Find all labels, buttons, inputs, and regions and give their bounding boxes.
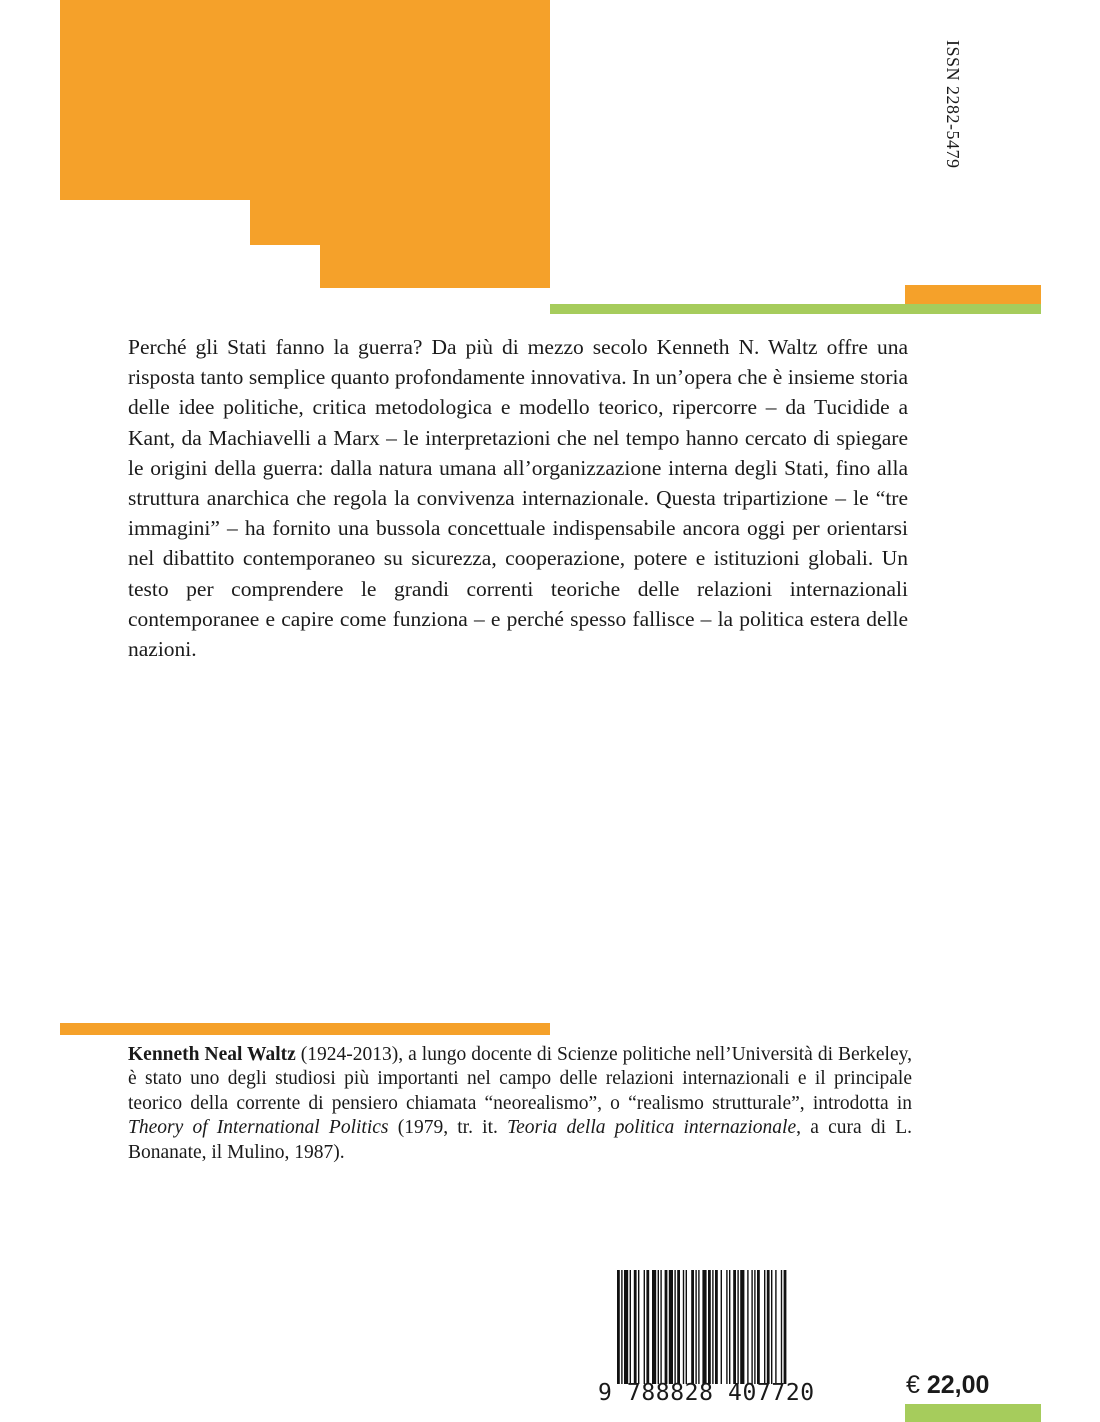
barcode-bar bbox=[621, 1270, 622, 1384]
barcode-bar bbox=[665, 1270, 668, 1384]
barcode-bar bbox=[691, 1270, 694, 1384]
barcode-bar bbox=[721, 1270, 722, 1384]
barcode-bar bbox=[617, 1270, 620, 1384]
barcode-bar bbox=[781, 1270, 782, 1384]
barcode-bar bbox=[740, 1270, 744, 1384]
barcode-bar bbox=[784, 1270, 787, 1384]
barcode-bar bbox=[729, 1270, 730, 1384]
barcode-bar bbox=[726, 1270, 727, 1384]
author-bio-text-3: , a cura di L. Bonanate, il Mulino, 1987). bbox=[128, 1117, 912, 1163]
barcode-bar bbox=[747, 1270, 748, 1384]
issn-label: ISSN 2282-5479 bbox=[943, 40, 963, 169]
author-bio bbox=[128, 1043, 912, 1165]
barcode-bar bbox=[767, 1270, 770, 1384]
barcode-bar bbox=[646, 1270, 649, 1384]
book-title-italian: Teoria della politica internazionale bbox=[507, 1117, 797, 1139]
isbn-number: 9 788828 407720 bbox=[598, 1380, 815, 1406]
decor-orange-block-3 bbox=[320, 0, 550, 288]
price-label bbox=[906, 1371, 989, 1400]
price-currency: € bbox=[906, 1371, 920, 1399]
barcode-bar bbox=[695, 1270, 696, 1384]
barcode-bar bbox=[715, 1270, 718, 1384]
barcode-bar bbox=[683, 1270, 684, 1384]
author-bio-text-2: (1979, tr. it. bbox=[388, 1117, 508, 1139]
book-title-original: Theory of International Politics bbox=[128, 1117, 389, 1139]
barcode-bar bbox=[751, 1270, 752, 1384]
decor-green-stripe-bottom bbox=[905, 1404, 1041, 1422]
barcode-bar bbox=[634, 1270, 637, 1384]
barcode-bar bbox=[652, 1270, 656, 1384]
back-cover-blurb: Perché gli Stati fanno la guerra? Da più di mezzo secolo Kenneth N. Waltz offre una risposta tanto semplice quanto profondamente innovativa. In un’opera che è insieme storia delle idee politiche, critica metodologica e modello teorico, ripercorre – da Tucidide a Kant, da Machiavelli a Marx – le interpretazioni che nel tempo hanno cercato di spiegare le origini della guerra: dalla natura umana all’organizzazione interna degli Stati, fino alla struttura anarchica che regola la convivenza internazionale. Questa tripartizione – le “tre immagini” – ha fornito una bussola concettuale indispensabile ancora oggi per orientarsi nel dibattito contemporaneo su sicurezza, cooperazione, potere e istituzioni globali. Un testo per comprendere le grandi correnti teoriche delle relazioni internazionali contemporanee e capire come funziona – e perché spesso fallisce – la politica estera delle nazioni. bbox=[128, 335, 908, 662]
barcode-bar bbox=[702, 1270, 706, 1384]
barcode-bar bbox=[658, 1270, 659, 1384]
barcode-bar bbox=[669, 1270, 673, 1384]
barcode-bar bbox=[674, 1270, 675, 1384]
author-bio-text-1: (1924-2013), a lungo docente di Scienze politiche nell’Università di Berkeley, è stato uno degli studiosi più importanti nel campo delle relazioni internazionali e il principale teorico della corrente di pensiero chiamata “neorealismo”, o “realismo strutturale”, introdotta in bbox=[128, 1044, 912, 1114]
decor-orange-bar-right bbox=[905, 285, 1041, 305]
barcode-bar bbox=[771, 1270, 772, 1384]
barcode-bar bbox=[757, 1270, 760, 1384]
barcode-bar bbox=[630, 1270, 631, 1384]
price-value: 22,00 bbox=[926, 1371, 990, 1399]
barcode-bar bbox=[708, 1270, 711, 1384]
barcode-bar bbox=[764, 1270, 765, 1384]
author-name: Kenneth Neal Waltz bbox=[128, 1044, 296, 1065]
barcode-bar bbox=[754, 1270, 755, 1384]
barcode-bar bbox=[698, 1270, 699, 1384]
barcode-bar bbox=[644, 1270, 645, 1384]
barcode-bar bbox=[733, 1270, 736, 1384]
decor-green-stripe-top bbox=[550, 304, 1041, 314]
barcode-bar bbox=[624, 1270, 628, 1384]
barcode-bar bbox=[660, 1270, 661, 1384]
barcode-bar bbox=[677, 1270, 680, 1384]
barcode-bar bbox=[775, 1270, 776, 1384]
decor-orange-divider bbox=[60, 1023, 550, 1035]
isbn-barcode bbox=[617, 1270, 839, 1384]
barcode-bar bbox=[712, 1270, 713, 1384]
barcode-bar bbox=[686, 1270, 687, 1384]
barcode-bar bbox=[737, 1270, 738, 1384]
barcode-bar bbox=[638, 1270, 639, 1384]
